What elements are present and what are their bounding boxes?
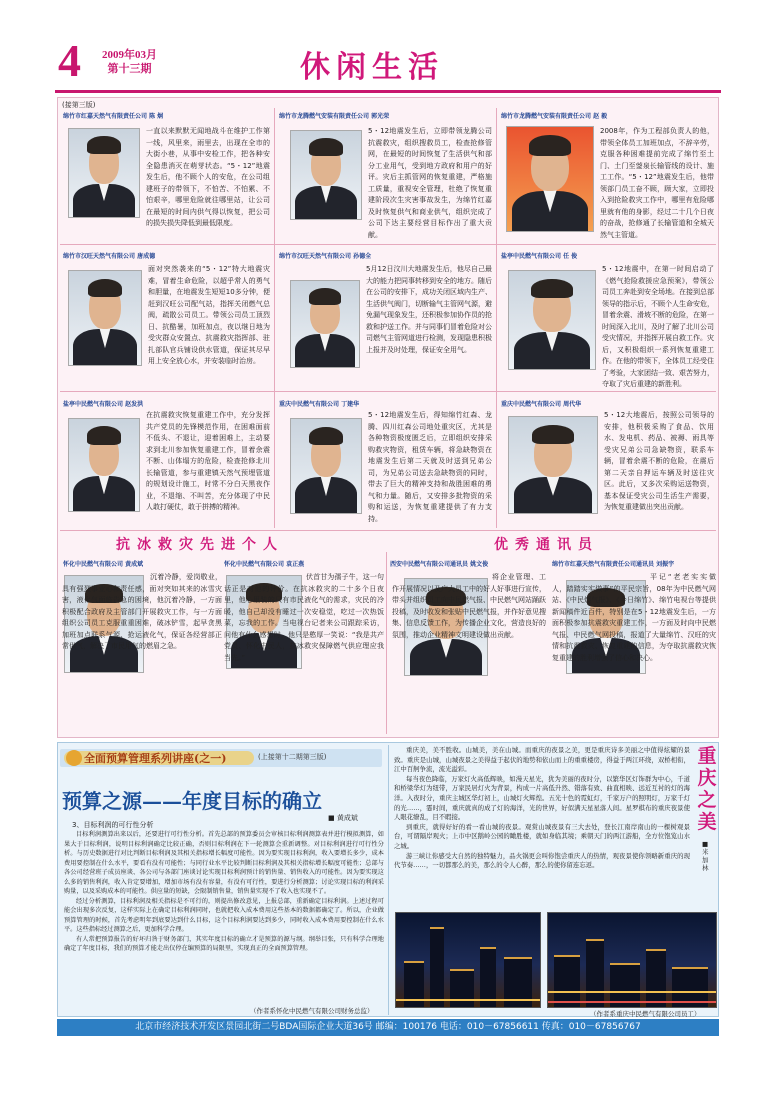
profile-text: 5・12大地震后，按照公司领导的安排，他积极采购了食品、饮用水、发电机、药品、被褥、雨具等受灾兄弟公司急缺物资，联系车辆，冒着余震不断的危险，在震后第二天亲自押运车辆及时送往灾区。此后，又多次采购运送物资，基本保证受灾公司生活生产需要，为恢复重建做出突出贡献。: [604, 411, 714, 511]
budget-paragraph: 经过分析测算，目标利润及相关指标是不可行的，则提出修改意见，上报总部，重新确定目标利润。上述过程可能会出现多次反复，这样实际上在确定目标利润同时，也就把收入成本费用这些基本的数据都确定了。所以，企业做预算管理的时候，首先考虑明年到底要达到什么目标，这个目标利润要达到多少，同时收入成本费用要控制在什么水平。这些指标经过测算之后，更加科学合理。: [64, 897, 384, 933]
budget-subheading: 3、目标利润的可行性分析: [72, 821, 154, 829]
profile-caption: 重庆中民燃气有限公司 丁建华: [279, 401, 360, 408]
profile-caption: 重庆中民燃气有限公司 周代华: [501, 401, 582, 408]
portrait-photo: [290, 418, 362, 514]
profile-text: 5・12地震中，在第一时间启动了《燃气抢险救援应急预案》，带领公司员工奔赴到安全场地。在接到总部领导的指示后，不顾个人生命安危，冒着余震、滑坡不断的危险，在第一时间深入北川，及时了解了北川公司受灾情况，并指挥开展自救工作。灾后，又积极组织一系列恢复重建工作。在他的带领下，全体员工经受住了考验，大家团结一致、艰苦努力，夺取了灾后重建的新胜利。: [602, 265, 714, 388]
article-author-note: （作者系重庆中民燃气有限公司员工）: [590, 1010, 701, 1018]
portrait-photo: [508, 270, 596, 370]
profile-text: 2008年，作为工程部负责人的他，带领全体员工加班加点，不辞辛劳，克服各种困难提前完成了绵竹至土门、土门至蓥泉长输管线的设计、施工工作。“5・12”地震发生后，他带领部门员工奋不顾，顾大家，立即投入到抢险救灾工作中，哪里有危险哪里就有他的身影，经过二十几个日夜的奋战，抢修通了长输管道和全城天然气主管道。: [600, 127, 714, 239]
date-text: 2009年03月: [102, 49, 157, 61]
portrait-photo: [508, 416, 598, 514]
column-divider: [388, 745, 389, 1015]
profile-caption: 绵竹市龙腾燃气安装有限责任公司 郭光荣: [279, 113, 390, 120]
budget-article-title: 预算之源——年度目标的确立: [62, 789, 322, 813]
profile-caption: 绵竹市汉旺天然气有限公司 唐成德: [63, 253, 156, 260]
night-scene-photo: [547, 912, 717, 1008]
profile-caption: 绵竹市汉旺天然气有限公司 孙德全: [279, 253, 372, 260]
continued-note: (接第三版): [62, 101, 96, 109]
profile-text: 面对突然袭来的“5・12”特大地震灾难，冒着生命危险，以超乎常人的勇气和胆量，在地震发生短短10多分钟，便赶到汉旺公司配气站，指挥关闭燃气总阀，疏散公司员工。带领公司员工顶烈日、抗酷暑，加班加点，夜以继日地为受灾群众安置点、抗震救灾指挥部、驻扎部队官兵铺设供水管道，保证其尽早用上安全放心水，并安装临时治房。: [148, 265, 270, 365]
heading-correspondents: 优秀通讯员: [494, 537, 599, 553]
profile-caption: 怀化中民燃气有限公司 黄成斌: [63, 561, 144, 568]
profile-text: 5・12地震发生后，得知绵竹红森、龙腾、四川红森公司地处重灾区，尤其是各种物资极度匮乏后，立即组织安排采购救灾物资，租赁车辆，将急缺物资在地震发生后第二天就及时送到兄弟公司，为兄弟公司送去急缺物资的同时，带去了巨大的精神支持和战胜困难的勇气和力量。随后，又安排多批物资的采购和运送，为恢复重建提供了有力支持。: [368, 411, 492, 523]
column-divider: [386, 552, 387, 734]
night-scene-photo: [395, 912, 541, 1008]
row-divider: [60, 244, 716, 245]
profile-caption: 盐亭中民燃气有限公司 赵发洪: [63, 401, 144, 408]
page-number: 4: [58, 35, 81, 86]
profile-text: 沉着冷静，爱岗敬业，具有强烈事业心和责任感，面对突如其来的冰雪灾害，液化气面临告急的困境，他沉着冷静，一方面积极配合政府及主管部门开展救灾工作，与一方面组织公司员工克服重重困难，破冰铲雪，起早贪黑加班加点联系气源、抢运液化气，保证各经营部正常供气，解决了市民用气的燃眉之急。: [62, 573, 222, 650]
profile-text: 一直以来默默无闻地战斗在维护工作第一线，风里来，雨里去，出现在全市的大街小巷，从事中安检工作，把各种安全隐患消灭在萌芽状态。“5・12”地震发生后，他不顾个人的安危，在公司组建班子的带领下，不怕苦、不怕累、不怕艰辛，哪里危险就往哪里站，让公司在最短的时间内供气得以恢复，把公司的损失损失降低到最低限度。: [146, 127, 270, 227]
article-paragraph: 重庆美，美不胜收。山城美，美在山城。而重庆的夜景之美，更是重庆诗多美丽之中值得炫耀的景致。重庆是山城，山城夜景之美得益于起伏的地势和依山而上的重重楼房，得益于两江环绕，双桥相衔，江中百舸争流，流光溢彩。: [394, 746, 690, 774]
budget-author: ■ 黄成斌: [328, 814, 358, 822]
budget-paragraph: 目标利润测算出来以后，还要进行可行性分析。首先总部的预算委员会审核目标利润测算表并进行模拟测算，如果大于目标利润，说明目标利润确定比较正确，否则目标利润在下一轮测算会重新调整。对目标利润进行可行性分析。与历史数据进行对比判断目标利润及其相关指标增长幅度可能性。因为要实现目标利润，收入要增长多少，成本费用要控制在什么水平，要看有没有可能性；与同行业水平比较判断目标利润及其相关指标增长幅度可能性；总部与各公司经营班子成员座谈、各公司与各部门座谈讨论实现目标利润预计的销售量、销售收入的可能性。因为要实现这么多的销售利润，收入肯定要增加，增加市场有没有容量，有没有可行性，要进行分析测算；讨论实现目标的利润采购量，以及采购成本的可能性。供应量的短缺，会限制销售量，销售量实现不了收入也实现不了。: [64, 831, 384, 895]
article-title: 重庆之美: [697, 745, 717, 833]
article-author: ■ 米加林: [702, 840, 709, 872]
header-rule: [55, 90, 721, 93]
budget-author-note: （作者系怀化中民燃气有限公司财务总监）: [250, 1007, 374, 1015]
portrait-photo: [68, 128, 140, 218]
lecture-series-title: 全面预算管理系列讲座(之一): [84, 752, 227, 765]
footer-contact: 北京市经济技术开发区景园北街二号BDA国际企业大道36号 邮编：100176 电话：010－67856611 传真：010－67856767: [57, 1019, 719, 1036]
profile-caption: 西安中民燃气有限公司通讯员 姚文俊: [390, 561, 489, 568]
profile-text: 伏首甘为孺子牛，这一句话正是对他的评价。在抗冰救灾的二十多个日夜里，他心里装的只有市民液化气的需求，灾民的冷暖，他自己却没有睡过一次安稳觉，吃过一次热饭菜，忘我的工作。当电视台记者来公司跟踪采访，问他有什么感想时，他只是憨厚一笑说：“我是共产党员、怀化中民人，抗冰救灾保障燃气供应理应我当先。”: [224, 573, 384, 662]
portrait-photo: [290, 130, 362, 220]
profile-caption: 绵竹市红嘉天然气有限责任公司通讯员 刘振宇: [552, 561, 675, 568]
profile-caption: 怀化中民燃气有限公司 袁正燕: [224, 561, 305, 568]
profile-caption: 绵竹市龙腾燃气安装有限责任公司 赵 毅: [501, 113, 608, 120]
column-divider: [274, 108, 275, 528]
article-body: [394, 746, 690, 908]
article-paragraph: 到重庆，就得好好的看一看山城的夜景。观赏山城夜景有三大去处，登长江南岸南山的一棵树观景台，可谓隔岸观火；上市中区鹅岭公园的瞰胜楼，就如身临其境；乘朝天门的两江游船，全方位饱览山水之城。: [394, 822, 690, 850]
row-divider: [60, 391, 716, 392]
profile-caption: 绵竹市红嘉天然气有限责任公司 陈 炯: [63, 113, 164, 120]
article-paragraph: 游三峡让你感受大自然的独特魅力，品火锅更会叫你饱尝重庆人的热情，观夜景使你领略新重庆的现代节奏……，一切都那么的美，那么的令人心醉，那么的使你留连忘返。: [394, 851, 690, 870]
heading-advanced-individuals: 抗冰救灾先进个人: [116, 537, 284, 553]
profile-text: 5・12地震发生后，立即带领龙腾公司抗震救灾，组织搜救员工，检查抢修管网，在最短的时间恢复了生活供气和部分工业用气，受到地方政府和用户的好评。灾后主抓管网的恢复重建，严格施工质量，重视安全管理，杜绝了恢复重建阶段次生灾害事故发生，为绵竹红嘉及时恢复供气和商业供气，组织完成了公司下达主要经营目标作出了重大贡献。: [368, 127, 492, 239]
profile-text: 5月12日汶川大地震发生后，他尽自己最大的能力把同事转移到安全的地方。随后在公司的安排下，成功关闭区域内生产、生活供气阀门，切断输气主管网气源，避免漏气现象发生，还积极参加协作员的抢救和护送工作。并与同事们冒着危险对公司燃气主管网道进行检测，发现隐患积极上报并及时处理，保证安全用气。: [366, 265, 492, 354]
portrait-photo: [290, 280, 360, 368]
profile-caption: 盐亭中民燃气有限公司 任 俊: [501, 253, 578, 260]
issue-date: [102, 48, 157, 76]
issue-number: 第十三期: [107, 63, 152, 75]
budget-paragraph: 有人常把预算报告的好坏归咎于财务部门，其实年度目标的确立才是预算的源与纲。纲举目张，只有科学合理地确定了年度目标，我们的预算才能走出仅停在编预算的局限里，实现真正的全面预算管理。: [64, 935, 384, 952]
portrait-photo: [68, 270, 142, 366]
row-divider: [60, 530, 716, 531]
profile-text: 平记“老老实实做人，踏踏实实做事”的平民宗旨，08年为中民燃气网站、《中民燃气报》、《今日绵竹》、绵竹电视台等提供新闻稿件近百件，特别是在5・12地震发生后，一方面积极参加抗震救灾重建工作，一方面及时向中民燃气报、中民燃气网投稿，报道了大量绵竹、汉旺的灾情和抗震救灾、恢复重建的信息，为夺取抗震救灾恢复重建的胜利增强了信心和决心。: [552, 573, 716, 662]
section-title: 休闲生活: [300, 50, 444, 85]
portrait-photo: [506, 126, 594, 232]
article-paragraph: 每当夜色降临，万家灯火高低辉映，如漫天星光，犹为美丽的夜时分，以繁华区灯饰群为中心，千道和桥梁华灯为纽带，万家民居灯火为背景，构成一片高低升然、错落有致、曲直相映、远近互衬的灯的海洋。入夜时分，重庆主城区华灯初上，山城灯火辉煌。五光十色的霓虹灯，千家万户的照明灯，万家千灯的光……，霎时间，重庆就真的成了灯的海洋，光的世界，好似满天星星落人间。星罗棋布的重庆夜景使人眼花缭乱，目不暇接。: [394, 774, 690, 822]
lecture-continued: (上接第十二期第三版): [258, 753, 327, 761]
budget-body: [64, 830, 384, 954]
column-divider: [496, 108, 497, 528]
portrait-photo: [68, 418, 140, 512]
profile-text: 将企业管理、工作开展情况以及广大员工中的好人好事进行宣传，带头并组织员工向中民燃气报、中民燃气网站踊跃投稿，及时收发和张贴中民燃气报，并作好意见搜集、信息反馈工作，为传播企业文化，营造良好的氛围，推动企业精神文明建设做出贡献。: [392, 573, 546, 639]
profile-text: 在抗震救灾恢复重建工作中，充分发挥共产党员的先锋模范作用，在困难面前不低头、不退让，迎着困难上，主动要求到北川参加恢复重建工作，冒着余震不断、山体塌方的危险，检查抢修北川长输管道，参与重建镇天然气预埋管道的规划设计施工，时常不分白天黑夜作业，不退缩、不叫苦，充分体现了中民人敢打硬仗，敢于拼搏的精神。: [146, 411, 270, 511]
